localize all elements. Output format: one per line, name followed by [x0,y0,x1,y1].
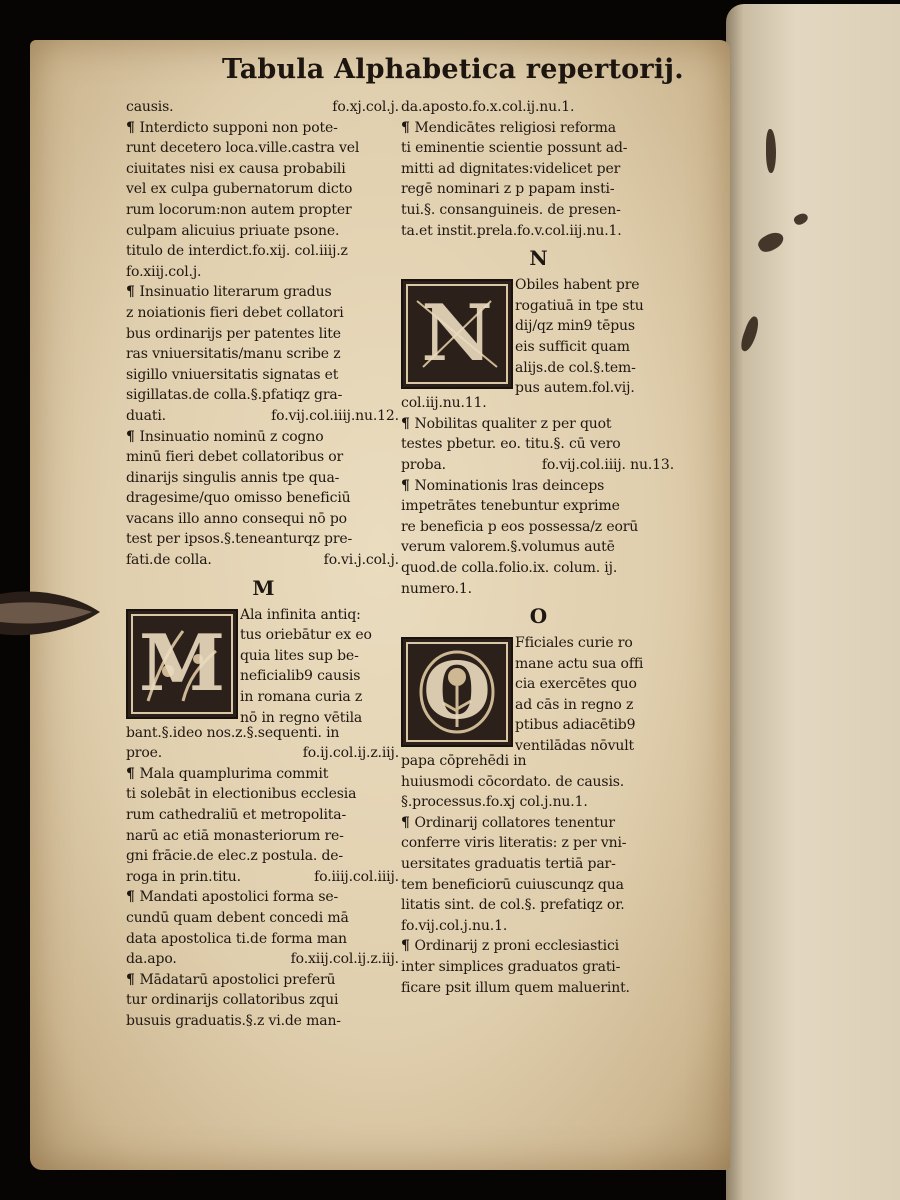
entry-text: inter simplices graduatos grati- [401,959,621,976]
entry-text: cundū quam debent concedi mā [126,910,349,926]
initial-text-n [515,275,675,399]
folio-reference: fo.xj.col.j. [332,99,399,115]
entry-text: rum locorum:non autem propter [126,201,352,218]
entry-line: neficialib9 causis [240,668,361,685]
entry-text: Mādatarū apostolici preferū [139,971,336,988]
entry-line [401,916,676,937]
entry-text: quod.de colla.folio.ix. colum. ij. [401,559,618,576]
entry-line: quia lites sup be- [240,647,359,664]
entry-line [126,179,401,200]
entry-line [126,118,401,139]
entry-line [126,826,401,847]
pilcrow-mark: ¶ [401,938,415,955]
entry-text: vacans illo anno consequi nō po [126,510,347,527]
initial-text-o [515,633,675,757]
entry-line [126,867,401,888]
entry-line: in romana curia z [240,689,363,706]
entry-line [401,517,676,538]
entry-line [126,221,401,242]
entry-line [401,97,676,118]
entry-line [401,957,676,978]
entry-line [401,221,676,242]
entry-text: Mendicātes religiosi reforma [414,119,616,136]
entry-line: tus oriebātur ex eo [240,627,372,644]
entry-line [401,496,676,517]
pilcrow-mark: ¶ [126,889,140,906]
pilcrow-mark: ¶ [401,814,415,831]
entry-line [126,805,401,826]
entry-text: Nominationis lras deinceps [414,477,605,494]
initial-block-n [401,275,676,397]
entry-text: culpam alicuius priuate psone. [126,222,340,239]
entry-text: Mala quamplurima commit [139,765,329,782]
right-text-column [401,97,676,998]
entry-line [401,179,676,200]
pilcrow-mark: ¶ [126,119,140,136]
folio-reference: fo.xiij.col.ij.z.iij. [290,951,399,968]
entry-line: Ala infinita antiq: [240,606,361,623]
entry-text: ta.et instit.prela.fo.v.col.iij.nu.1. [401,222,622,239]
entry-text: Insinuatio literarum gradus [139,284,332,301]
initial-letter-m: M [138,617,226,709]
folio-reference: fo.iiij.col.iiij. [314,868,399,885]
entry-line [126,550,401,571]
entry-line [126,488,401,509]
entry-text: regē nominari z p papam insti- [401,181,615,198]
entry-line [401,537,676,558]
entry-line [126,324,401,345]
entry-text: mitti ad dignitates:videlicet per [401,160,621,177]
left-text-column [126,97,401,1032]
pilcrow-mark: ¶ [126,284,140,301]
entry-line [401,875,676,896]
entry-text: ti eminentie scientie possunt ad- [401,140,628,157]
entry-line [401,434,676,455]
entry-text: verum valorem.§.volumus autē [401,539,615,556]
entry-text: tui.§. consanguineis. de presen- [401,201,621,218]
entry-text: data apostolica ti.de forma man [126,930,347,947]
page-header: Tabula Alphabetica repertorij. [222,54,684,85]
entry-line [126,846,401,867]
entry-line [126,97,401,118]
folio-reference: fo.ij.col.ij.z.iij. [302,745,399,762]
pilcrow-mark: ¶ [126,765,140,782]
entry-line [126,385,401,406]
entry-line [401,558,676,579]
entry-line [126,200,401,221]
entry-line [401,455,676,476]
entry-line [126,138,401,159]
entry-text: duati. [126,407,166,424]
entry-line: cia exercētes quo [515,676,637,693]
entry-text: fati.de colla. [126,552,212,569]
page-marker-tab [0,582,102,646]
initial-letter-o: O [423,646,491,738]
section-letter-o: O [529,604,548,629]
pilcrow-mark: ¶ [401,119,415,136]
entry-text: ras vniuersitatis/manu scribe z [126,346,341,363]
entry-text: dinarijs singulis annis tpe qua- [126,469,340,486]
entry-line [126,784,401,805]
section-letter-n: N [529,246,548,271]
entry-line: alijs.de col.§.tem- [515,359,636,376]
initial-block-m [126,605,401,726]
entry-line [126,990,401,1011]
pilcrow-mark: ¶ [126,971,140,988]
entry-line [126,159,401,180]
entry-line [126,365,401,386]
entry-line [126,282,401,303]
entry-line [401,138,676,159]
entry-text: sigillatas.de colla.§.pfatiqz gra- [126,387,343,404]
entry-line: rogatiuā in tpe stu [515,297,644,314]
left-entries-top [126,97,401,571]
entry-text: busuis graduatis.§.z vi.de man- [126,1012,341,1029]
entry-line [126,509,401,530]
entry-line [401,118,676,139]
entry-line [126,262,401,283]
entry-text: vel ex culpa gubernatorum dicto [126,181,353,198]
entry-line [126,447,401,468]
entry-text: da.aposto.fo.x.col.ij.nu.1. [401,99,575,115]
woodcut-initial-n [401,279,513,389]
entry-line: dij/qz min9 tēpus [515,318,635,335]
entry-line [126,743,401,764]
entry-line [401,579,676,600]
entry-line [126,970,401,991]
entry-line [401,833,676,854]
entry-line [126,468,401,489]
entry-line [401,936,676,957]
entry-text: conferre viris literatis: z per vni- [401,835,627,852]
entry-text: rum cathedraliū et metropolita- [126,807,347,824]
pilcrow-mark: ¶ [401,415,415,432]
entry-text: ciuitates nisi ex causa probabili [126,160,346,177]
entry-text: proe. [126,745,163,762]
entry-text: Nobilitas qualiter z per quot [414,415,612,432]
entry-line [126,406,401,427]
entry-text: sigillo vniuersitatis signatas et [126,366,339,383]
ink-stain [792,211,809,227]
entry-line [126,929,401,950]
entry-line [126,529,401,550]
entry-text: uersitates graduatis tertiā par- [401,856,616,873]
right-entries-middle [401,393,676,599]
woodcut-initial-m [126,609,238,719]
entry-text: Mandati apostolici forma se- [139,889,339,906]
entry-text: bant.§.ideo nos.z.§.sequenti. in [126,724,340,741]
entry-line [126,949,401,970]
entry-text: ficare psit illum quem maluerint. [401,979,630,996]
entry-line: eis sufficit quam [515,338,630,355]
woodcut-initial-o [401,637,513,747]
entry-text: runt decetero loca.ville.castra vel [126,140,360,157]
entry-text: Interdicto supponi non pote- [139,119,338,136]
entry-text: gni frācie.de elec.z postula. de- [126,848,344,865]
entry-text: tem beneficiorū cuiuscunqz qua [401,876,624,893]
pilcrow-mark: ¶ [401,477,415,494]
entry-text: Ordinarij z proni ecclesiastici [414,938,619,955]
entry-line: ad cās in regno z [515,696,634,713]
entry-text: bus ordinarijs per patentes lite [126,325,341,342]
entry-line [401,414,676,435]
initial-text-m [240,605,400,729]
ink-stain [766,129,776,173]
entry-line [401,854,676,875]
section-letter-m: M [252,575,275,600]
entry-text: z noiationis fieri debet collatori [126,304,344,321]
ink-stain [756,229,787,256]
entry-line: Obiles habent pre [515,277,640,294]
entry-text: causis. [126,99,174,115]
right-entries-bottom [401,751,676,998]
entry-line [401,772,676,793]
entry-text: ti solebāt in electionibus ecclesia [126,786,357,803]
entry-text: §.processus.fo.xj col.j.nu.1. [401,794,588,811]
entry-text: numero.1. [401,580,472,597]
entry-line: ventilādas nōvult [515,738,635,755]
entry-line [126,1011,401,1032]
entry-line [401,813,676,834]
entry-line: ptibus adiacētib9 [515,717,636,734]
entry-text: fo.vij.col.j.nu.1. [401,917,508,934]
entry-line [126,303,401,324]
entry-text: proba. [401,456,446,473]
entry-text: testes pbetur. eo. titu.§. cū vero [401,436,621,453]
entry-text: col.iij.nu.11. [401,395,487,412]
entry-text: impetrātes tenebuntur exprime [401,498,620,515]
entry-line [126,764,401,785]
ink-stain [738,315,762,353]
entry-line [126,344,401,365]
entry-text: minū fieri debet collatoribus or [126,449,344,466]
entry-line [401,200,676,221]
entry-line [401,792,676,813]
left-entries-bottom [126,723,401,1032]
entry-line: mane actu sua offi [515,655,644,672]
initial-letter-n: N [421,288,493,380]
entry-text: Ordinarij collatores tenentur [414,814,615,831]
entry-text: huiusmodi cōcordato. de causis. [401,773,625,790]
folio-reference: fo.vij.col.iiij.nu.12. [271,407,399,424]
entry-line [126,241,401,262]
entry-line [126,887,401,908]
entry-text: titulo de interdict.fo.xij. col.iiij.z [126,243,348,260]
entry-line: pus autem.fol.vij. [515,380,635,397]
entry-line: nō in regno vētila [240,709,363,726]
entry-line [401,978,676,999]
entry-line [401,159,676,180]
entry-text: re beneficia p eos possessa/z eorū [401,518,639,535]
entry-line [401,476,676,497]
entry-line: Fficiales curie ro [515,635,633,652]
entry-text: test per ipsos.§.teneanturqz pre- [126,531,353,548]
folio-reference: fo.vi.j.col.j. [323,552,399,569]
pilcrow-mark: ¶ [126,428,140,445]
facing-blank-leaf [726,4,900,1200]
entry-text: da.apo. [126,951,177,968]
entry-text: fo.xiij.col.j. [126,263,202,280]
entry-text: tur ordinarijs collatoribus zqui [126,992,339,1009]
entry-line [126,908,401,929]
entry-text: Insinuatio nominū z cogno [139,428,324,445]
right-entries-top [401,97,676,241]
entry-line [401,895,676,916]
entry-text: roga in prin.titu. [126,868,241,885]
entry-text: narū ac etiā monasteriorum re- [126,827,344,844]
entry-text: dragesime/quo omisso beneficiū [126,490,351,507]
entry-text: papa cōprehēdi in [401,753,527,770]
entry-line [126,427,401,448]
folio-reference: fo.vij.col.iiij. nu.13. [541,456,674,473]
entry-text: litatis sint. de col.§. prefatiqz or. [401,897,625,914]
initial-block-o [401,633,676,755]
